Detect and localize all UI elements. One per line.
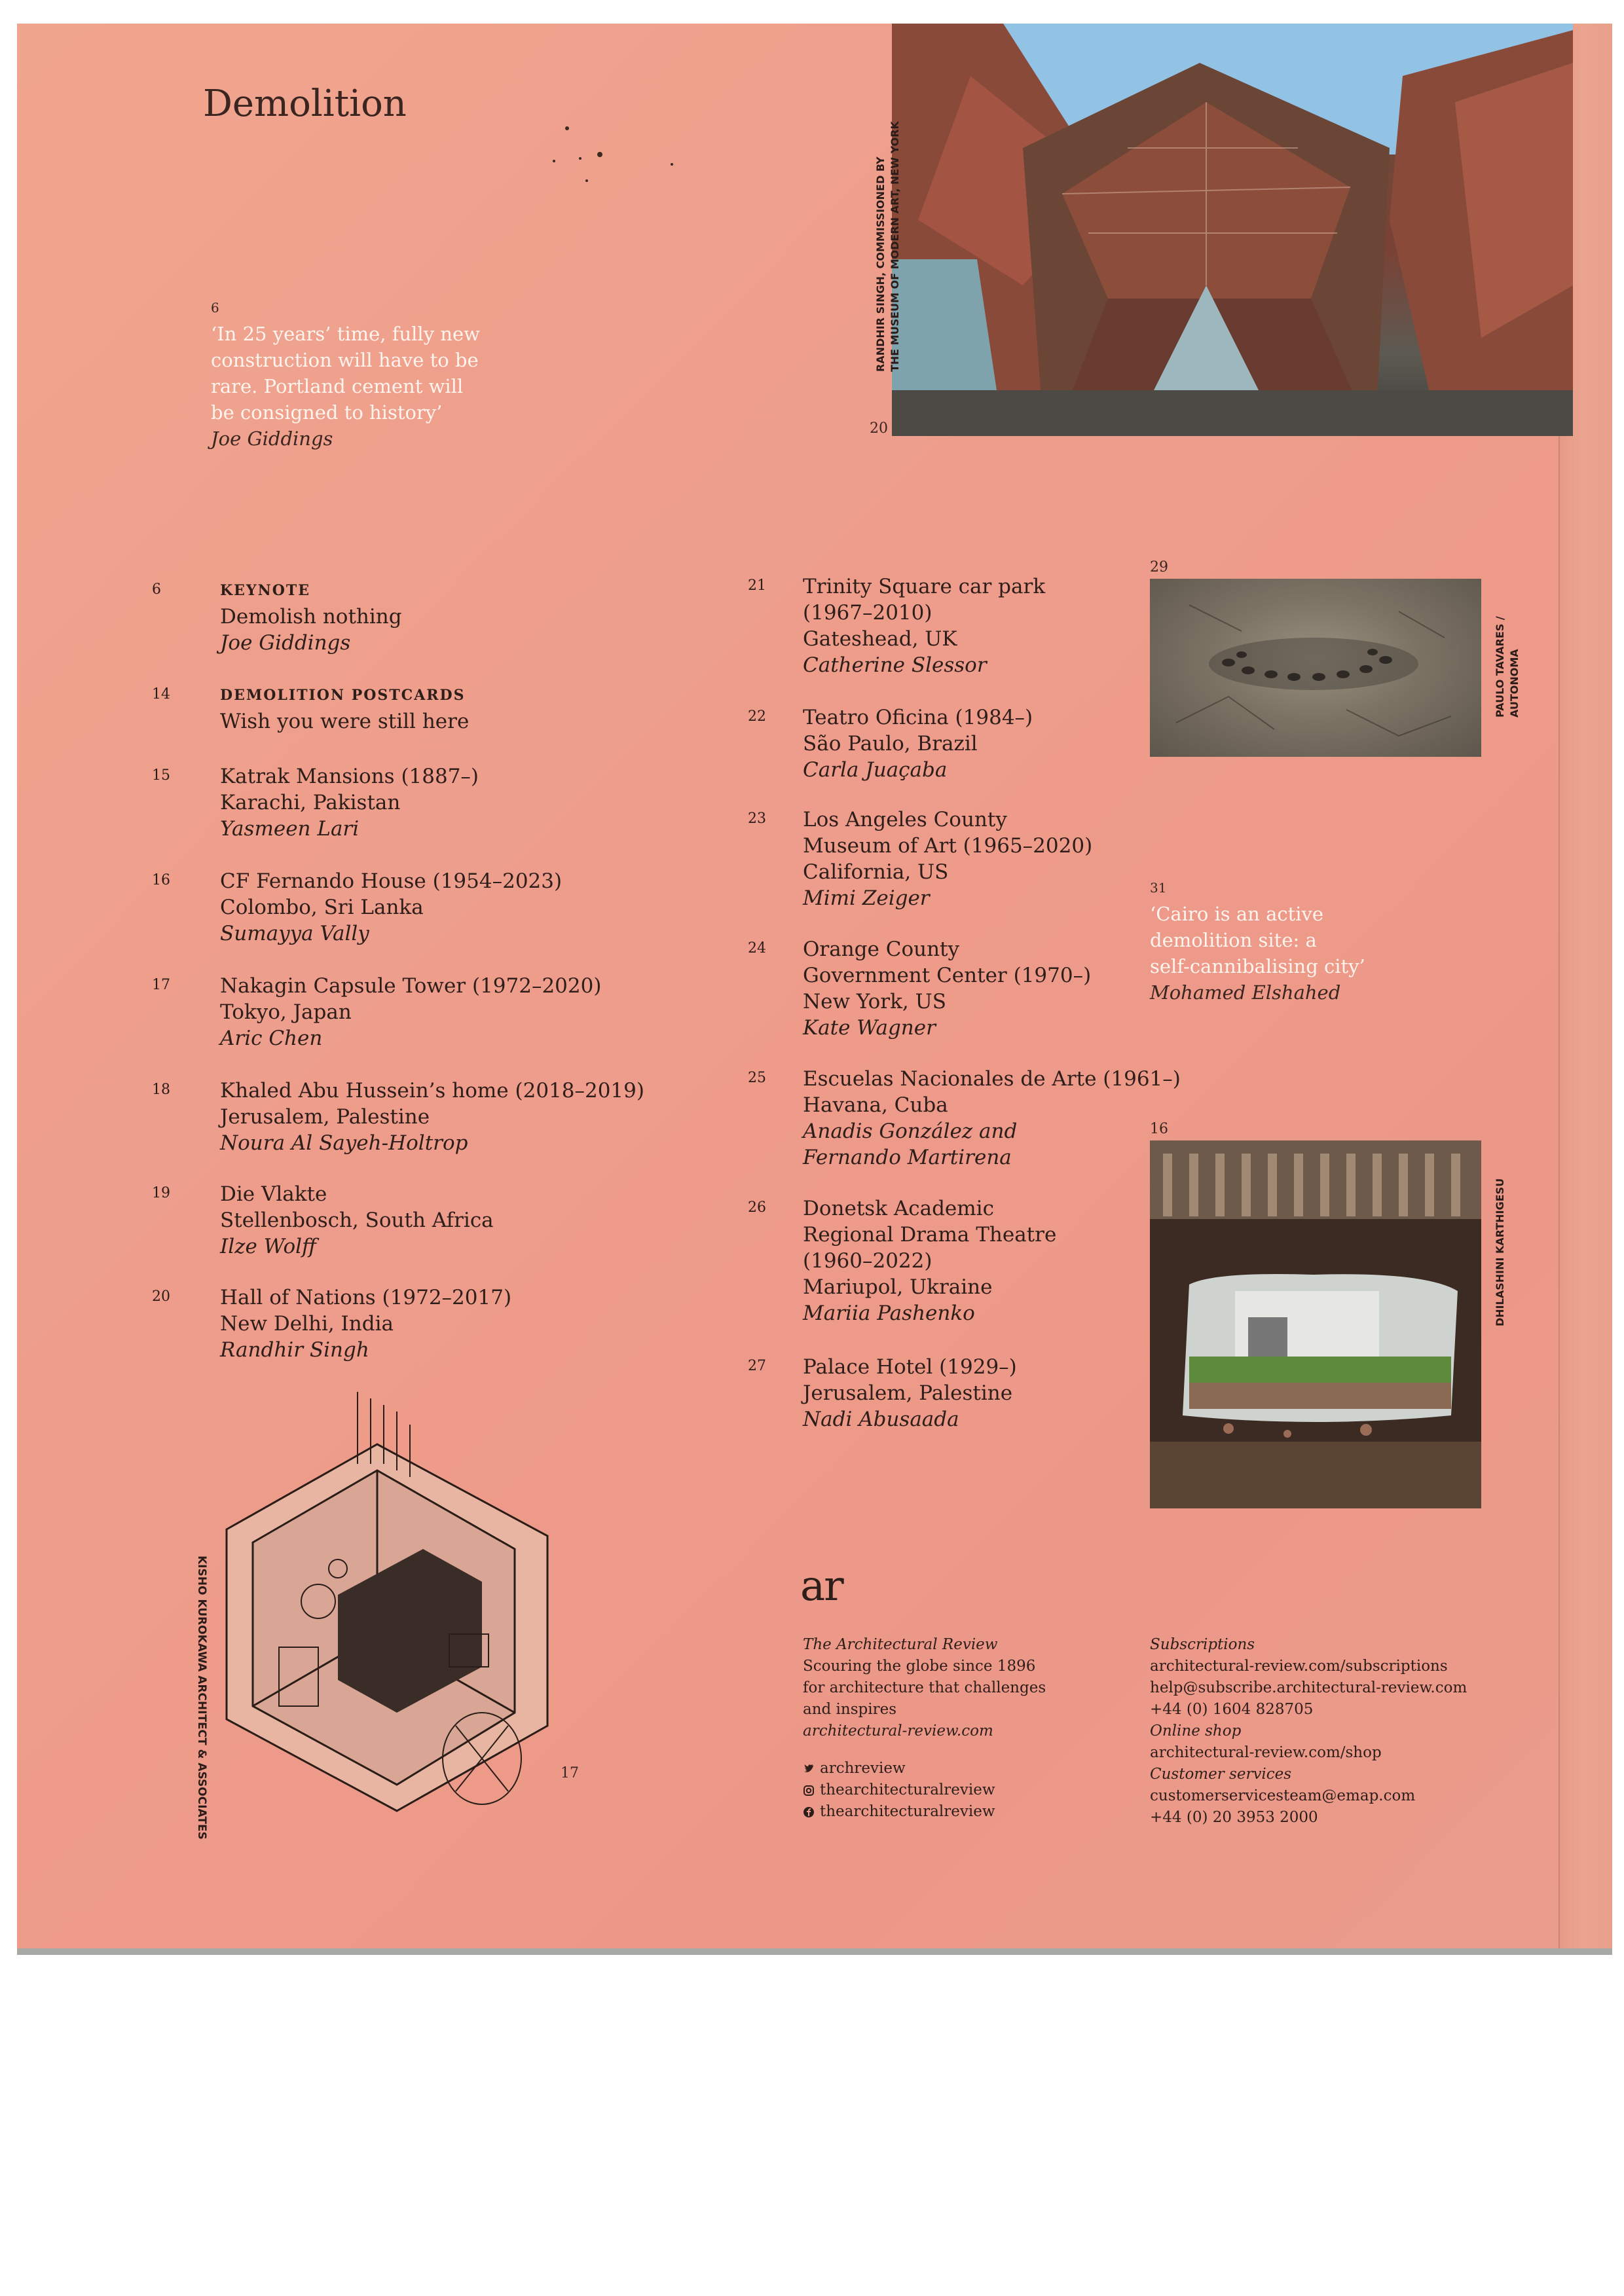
toc-page-number: 16 [152, 872, 170, 888]
toc-title: Hall of Nations (1972–2017) [220, 1286, 512, 1309]
page-bottom-edge [17, 1948, 1612, 1955]
toc-page-number: 23 [748, 811, 766, 827]
toc-page-number: 21 [748, 577, 766, 594]
toc-location: Karachi, Pakistan [220, 791, 401, 814]
toc-title: Los Angeles County [803, 808, 1007, 831]
broken-wall-illustration [1150, 1140, 1481, 1508]
toc-title: Government Center (1970–) [803, 964, 1092, 987]
toc-page-number: 22 [748, 708, 766, 725]
pull-quote-page-number: 6 [211, 300, 219, 316]
social-handle: thearchitecturalreview [820, 1781, 995, 1798]
toc-location: Tokyo, Japan [220, 1000, 352, 1024]
toc-author: Fernando Martirena [803, 1146, 1012, 1169]
toc-page-number: 27 [748, 1358, 766, 1374]
toc-author: Nadi Abusaada [803, 1408, 959, 1431]
toc-title: CF Fernando House (1954–2023) [220, 869, 563, 893]
toc-location: New Delhi, India [220, 1312, 394, 1336]
twitter-icon [803, 1763, 815, 1775]
service-label: Customer services [1150, 1766, 1292, 1783]
toc-title: Khaled Abu Hussein’s home (2018–2019) [220, 1079, 644, 1102]
toc-author: Ilze Wolff [220, 1235, 316, 1258]
capsule-isometric-drawing [207, 1385, 587, 1844]
pull-quote-line: demolition site: a [1150, 929, 1317, 951]
pull-quote-line: ‘Cairo is an active [1150, 903, 1324, 925]
capsule-drawing-illustration [207, 1385, 587, 1844]
social-facebook[interactable] [803, 1801, 1046, 1823]
image-number: 17 [561, 1765, 579, 1781]
toc-title: Demolish nothing [220, 605, 402, 629]
toc-page-number: 17 [152, 977, 170, 993]
pull-quote-cairo [1150, 875, 1365, 1006]
toc-author: Aric Chen [220, 1027, 323, 1050]
subscriptions-phone: +44 (0) 1604 828705 [1150, 1701, 1314, 1718]
toc-title: Donetsk Academic [803, 1197, 994, 1220]
image-number: 20 [870, 420, 888, 437]
toc-author: Sumayya Vally [220, 922, 369, 945]
drawing-credit: KISHO KUROKAWA ARCHITECT & ASSOCIATES [195, 1556, 208, 1840]
page-title: Demolition [203, 82, 407, 125]
subscriptions-link[interactable]: architectural-review.com/subscriptions [1150, 1658, 1448, 1675]
space-frame-illustration [892, 24, 1573, 436]
publication-desc: for architecture that challenges [803, 1679, 1046, 1696]
toc-page-number: 20 [152, 1288, 170, 1305]
pull-quote-line: be consigned to history’ [211, 401, 443, 424]
publication-desc: Scouring the globe since 1896 [803, 1658, 1036, 1675]
toc-author: Yasmeen Lari [220, 817, 360, 841]
hall-of-nations-photo [892, 24, 1573, 436]
toc-location: Jerusalem, Palestine [220, 1105, 430, 1129]
website-link[interactable]: architectural-review.com [803, 1722, 993, 1740]
subscriptions-email[interactable]: help@subscribe.architectural-review.com [1150, 1679, 1467, 1696]
toc-kicker: KEYNOTE [220, 582, 311, 599]
rubble-ring-illustration [1150, 579, 1481, 757]
toc-location: Havana, Cuba [803, 1093, 948, 1117]
toc-author: Noura Al Sayeh-Holtrop [220, 1131, 468, 1155]
cf-fernando-house-photo [1150, 1140, 1481, 1508]
ink-specks [541, 115, 685, 194]
service-phone: +44 (0) 20 3953 2000 [1150, 1809, 1318, 1826]
publication-name: The Architectural Review [803, 1636, 998, 1653]
facebook-icon [803, 1806, 815, 1818]
toc-location: Stellenbosch, South Africa [220, 1209, 494, 1232]
service-email[interactable]: customerservicesteam@emap.com [1150, 1787, 1416, 1804]
pull-quote-line: ‘In 25 years’ time, fully new [211, 323, 480, 345]
photo-credit: DHILASHINI KARTHIGESU [1494, 1178, 1506, 1326]
contact-info [1150, 1634, 1467, 1829]
toc-title: Palace Hotel (1929–) [803, 1355, 1017, 1379]
publication-desc: and inspires [803, 1701, 897, 1718]
toc-title: Teatro Oficina (1984–) [803, 706, 1033, 729]
subscriptions-label: Subscriptions [1150, 1636, 1255, 1653]
toc-page-number: 24 [748, 940, 766, 957]
toc-title: Regional Drama Theatre [803, 1223, 1057, 1247]
pull-quote-page-number: 31 [1150, 880, 1167, 896]
instagram-icon [803, 1785, 815, 1796]
toc-author: Anadis González and [803, 1120, 1018, 1143]
social-handle: archreview [820, 1760, 906, 1777]
demolition-site-photo [1150, 579, 1481, 757]
toc-author: Mimi Zeiger [803, 886, 930, 910]
toc-page-number: 18 [152, 1082, 170, 1098]
shop-label: Online shop [1150, 1722, 1242, 1740]
social-handle: thearchitecturalreview [820, 1803, 995, 1820]
pull-quote-line: construction will have to be [211, 349, 479, 371]
toc-location: California, US [803, 860, 949, 884]
toc-page-number: 25 [748, 1070, 766, 1086]
toc-title: Orange County [803, 938, 960, 961]
social-twitter[interactable] [803, 1758, 1046, 1779]
pull-quote-line: self-cannibalising city’ [1150, 955, 1365, 977]
toc-author: Catherine Slessor [803, 653, 987, 677]
image-number: 29 [1150, 559, 1168, 575]
toc-title: Die Vlakte [220, 1182, 327, 1206]
photo-credit: PAULO TAVARES / AUTONOMA [1494, 616, 1521, 718]
toc-author: Kate Wagner [803, 1016, 936, 1040]
toc-title: Katrak Mansions (1887–) [220, 765, 479, 788]
magazine-page [17, 24, 1612, 1955]
image-number: 16 [1150, 1121, 1168, 1137]
toc-page-number: 19 [152, 1185, 170, 1201]
pull-quote-author: Mohamed Elshahed [1150, 981, 1341, 1004]
toc-page-number: 14 [152, 686, 170, 702]
pull-quote-keynote [211, 295, 480, 452]
shop-link[interactable]: architectural-review.com/shop [1150, 1744, 1382, 1761]
toc-location: Colombo, Sri Lanka [220, 896, 424, 919]
toc-location: Jerusalem, Palestine [803, 1381, 1013, 1405]
pull-quote-line: rare. Portland cement will [211, 375, 464, 397]
toc-title: Nakagin Capsule Tower (1972–2020) [220, 974, 602, 998]
photo-credit: RANDHIR SINGH, COMMISSIONED BY THE MUSEUM OF MODERN ART, NEW YORK [874, 121, 901, 372]
toc-dates: (1967–2010) [803, 601, 932, 625]
social-instagram[interactable] [803, 1779, 1046, 1801]
toc-author: Randhir Singh [220, 1338, 369, 1362]
toc-location: São Paulo, Brazil [803, 732, 978, 756]
toc-page-number: 15 [152, 767, 170, 784]
ar-logo: ar [800, 1562, 843, 1611]
toc-title: Museum of Art (1965–2020) [803, 834, 1093, 858]
toc-location: New York, US [803, 990, 946, 1013]
toc-author: Carla Juaçaba [803, 758, 948, 782]
toc-title: Wish you were still here [220, 710, 470, 733]
toc-title: Escuelas Nacionales de Arte (1961–) [803, 1067, 1181, 1091]
toc-location: Gateshead, UK [803, 627, 957, 651]
masthead-info [803, 1634, 1046, 1823]
toc-title: Trinity Square car park [803, 575, 1046, 598]
toc-page-number: 6 [152, 581, 161, 598]
toc-dates: (1960–2022) [803, 1249, 932, 1273]
toc-page-number: 26 [748, 1199, 766, 1216]
toc-author: Joe Giddings [220, 631, 351, 655]
toc-kicker: DEMOLITION POSTCARDS [220, 687, 466, 704]
pull-quote-author: Joe Giddings [211, 428, 333, 450]
toc-author: Mariia Pashenko [803, 1302, 975, 1325]
toc-location: Mariupol, Ukraine [803, 1275, 993, 1299]
